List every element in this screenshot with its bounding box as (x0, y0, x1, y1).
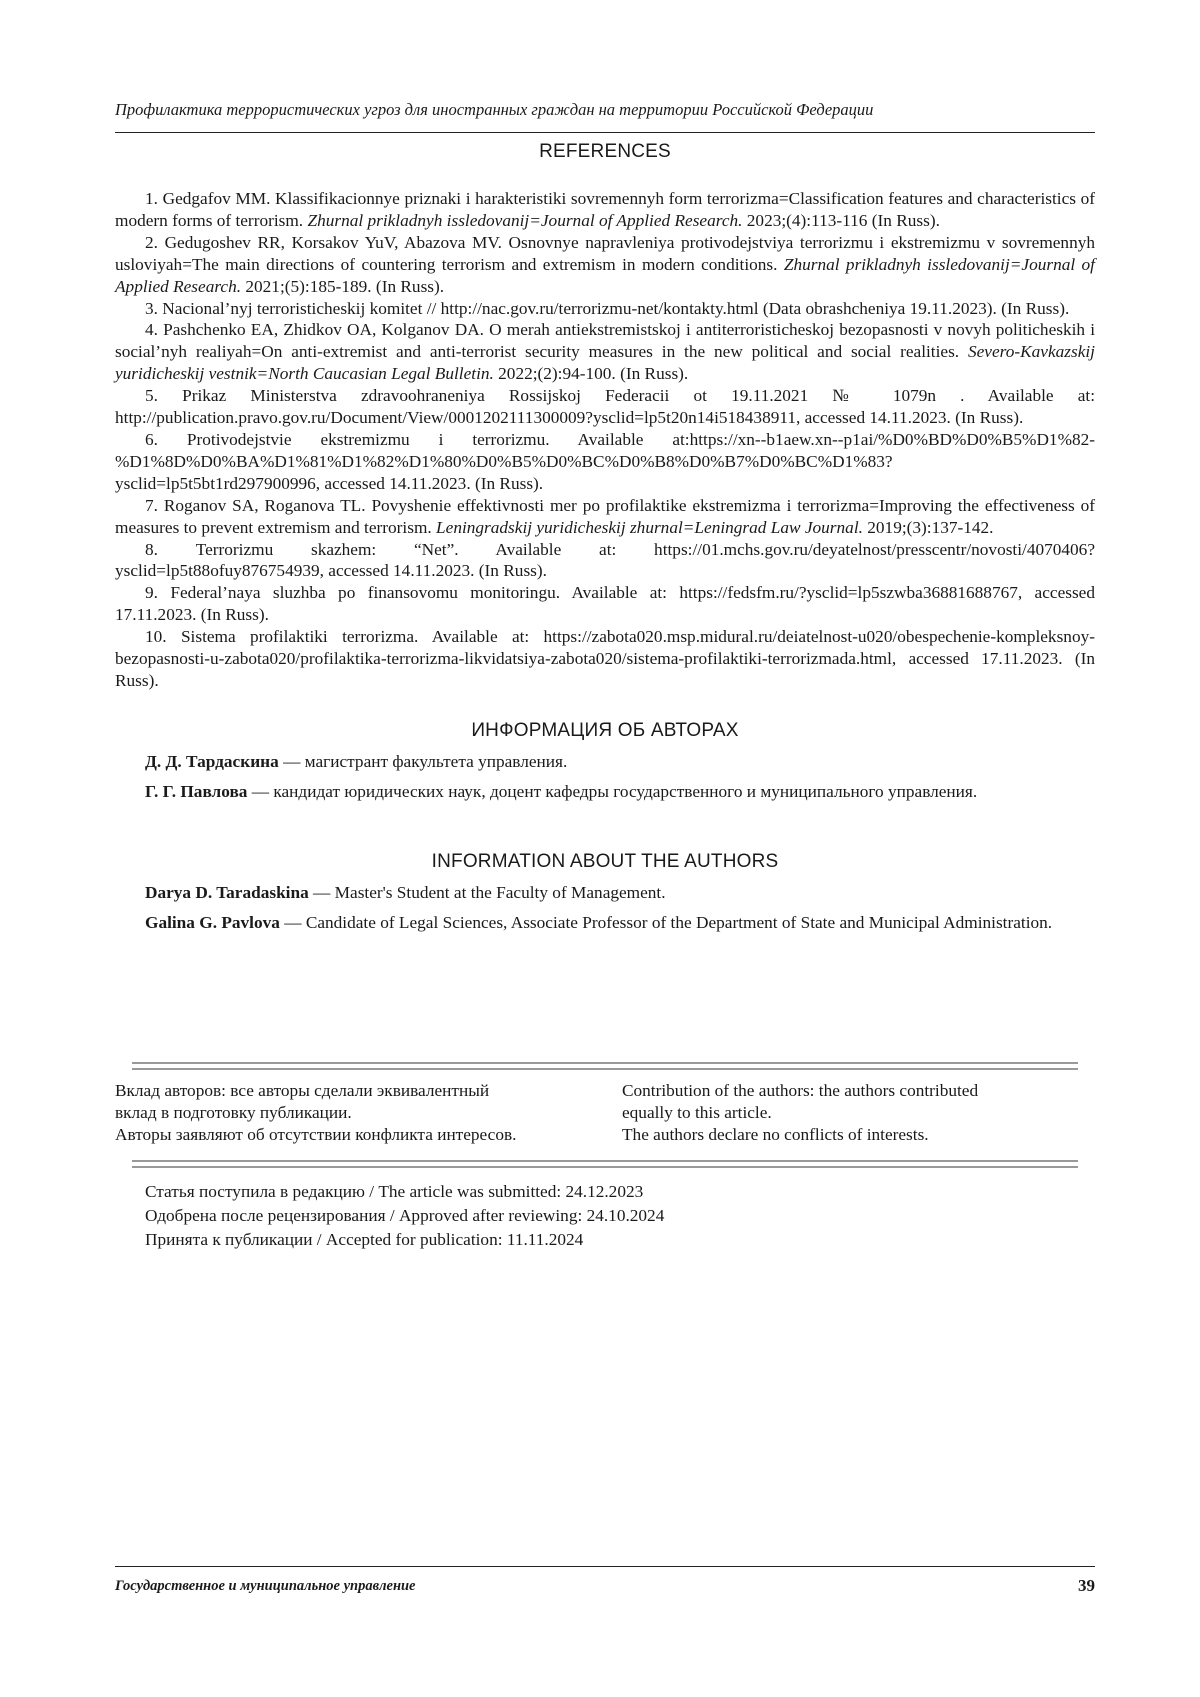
reference-text: Roganov SA, Roganova TL. Povyshenie effektivnosti mer po profilaktike ekstremizma i terrorizma=Improving the effectiveness of measures to prevent extremism and terrorism. (115, 495, 1096, 537)
author-ru-2-name: Г. Г. Павлова (145, 782, 248, 801)
author-en-2 (115, 911, 1095, 935)
reference-number: 1. (145, 189, 158, 208)
reference-source: Zhurnal prikladnyh issledovanij=Journal of Applied Research. (307, 210, 743, 230)
contribution-en-line-2: equally to this article. (622, 1103, 772, 1122)
reference-number: 9. (145, 583, 158, 603)
reference-number: 10. (145, 627, 167, 647)
authors-ru-title: ИНФОРМАЦИЯ ОБ АВТОРАХ (471, 720, 739, 741)
reference-number: 2. (145, 232, 158, 252)
reference-text: Federal’naya sluzhba po finansovomu monitoringu. Available at: https://fedsfm.ru/?ysclid=lp5szwba36881688767, accessed 17.11.2023. (In Russ). (115, 583, 1095, 625)
contribution-en-line-1: Contribution of the authors: the authors contributed (622, 1081, 979, 1100)
reference-text: Prikaz Ministerstva zdravoohraneniya Rossijskoj Federacii ot 19.11.2021 № 1079n . Available at: http://publication.pravo.gov.ru/Document/View/0001202111300009?ysclid=lp5t20n14i518438911, accessed 14.11.2023. (In Russ). (115, 386, 1095, 428)
reference-tail: 2019;(3):137-142. (862, 517, 994, 537)
contribution-en (622, 1080, 1095, 1146)
contribution-ru-line-1: Вклад авторов: все авторы сделали эквивалентный (115, 1081, 490, 1100)
reference-item (115, 626, 1095, 692)
reference-source: Zhurnal prikladnyh issledovanij=Journal of Applied Research. (115, 254, 1095, 296)
divider-double-2 (132, 1160, 1078, 1168)
author-en-1 (115, 881, 1095, 905)
authors-en (115, 881, 1095, 941)
contribution-ru-line-2: вклад в подготовку публикации. (115, 1103, 352, 1122)
author-ru-1 (115, 750, 1095, 774)
author-en-2-name: Galina G. Pavlova (145, 913, 280, 932)
author-en-2-desc: — Candidate of Legal Sciences, Associate Professor of the Department of State and Municipal Administration. (279, 913, 1053, 932)
reference-item (115, 539, 1095, 583)
author-ru-2 (115, 780, 1095, 804)
author-en-1-desc: — Master's Student at the Faculty of Management. (308, 883, 666, 902)
reference-source: Leningradskij yuridicheskij zhurnal=Leningrad Law Journal. (436, 517, 863, 537)
reference-item (115, 495, 1095, 539)
footer-journal-title: Государственное и муниципальное управление (115, 1578, 416, 1594)
reference-number: 4. (145, 320, 158, 340)
reference-text: Gedugoshev RR, Korsakov YuV, Abazova MV. Osnovnye napravleniya protivodejstviya terrorizmu i ekstremizmu v sovremennyh usloviyah=The main directions of countering terrorism and extremism in modern conditions. (115, 232, 1095, 274)
reference-number: 6. (145, 429, 158, 449)
reference-tail: 2021;(5):185-189. (In Russ). (241, 276, 445, 296)
reference-text: Pashchenko EA, Zhidkov OA, Kolganov DA. O merah antiekstremistskoj i antiterroristicheskoj bezopasnosti v novyh politicheskih i social’nyh realiyah=On anti-extremist and anti-terrorist security measures in the new political and social realities. (115, 320, 1095, 362)
reference-item (115, 298, 1095, 320)
running-title: Профилактика террористических угроз для иностранных граждан на территории Российской Федерации (115, 100, 874, 119)
references-list (115, 188, 1095, 692)
reference-item (115, 319, 1095, 385)
date-accepted: Принята к публикации / Accepted for publication: 11.11.2024 (145, 1230, 584, 1249)
reference-text: Terrorizmu skazhem: “Net”. Available at: https://01.mchs.gov.ru/deyatelnost/presscentr/novosti/4070406?ysclid=lp5t88ofuy876754939, accessed 14.11.2023. (In Russ). (115, 539, 1095, 581)
reference-item (115, 232, 1095, 298)
reference-text: Nacional’nyj terroristicheskij komitet // http://nac.gov.ru/terrorizmu-net/kontakty.html (Data obrashcheniya 19.11.2023). (In Russ). (162, 298, 1070, 318)
reference-item (115, 385, 1095, 429)
reference-source: Severo-Kavkazskij yuridicheskij vestnik=North Caucasian Legal Bulletin. (115, 342, 1095, 384)
references-title: REFERENCES (539, 141, 671, 162)
contribution-en-line-3: The authors declare no conflicts of interests. (622, 1125, 929, 1144)
author-ru-1-name: Д. Д. Тардаскина (145, 752, 279, 771)
reference-text: Sistema profilaktiki terrorizma. Available at: https://zabota020.msp.midural.ru/deiatelnost-u020/obespechenie-kompleksnoy-bezopasnosti-u-zabota020/profilaktika-terrorizma-likvidatsiya-zabota020/sistema-profilaktiki-terrorizmada.html, accessed 17.11.2023. (In Russ). (115, 627, 1095, 690)
contribution-ru-line-3: Авторы заявляют об отсутствии конфликта интересов. (115, 1125, 517, 1144)
reference-item (115, 429, 1095, 495)
authors-ru (115, 750, 1095, 810)
footer-rule (115, 1566, 1095, 1567)
contribution-ru (115, 1080, 595, 1146)
author-en-1-name: Darya D. Taradaskina (145, 883, 309, 902)
divider-double-1 (132, 1062, 1078, 1070)
reference-item (115, 582, 1095, 626)
date-submitted: Статья поступила в редакцию / The article was submitted: 24.12.2023 (145, 1182, 644, 1201)
author-ru-2-desc: — кандидат юридических наук, доцент кафедры государственного и муниципального управления. (247, 782, 978, 801)
header-rule (115, 132, 1095, 133)
reference-number: 8. (145, 539, 158, 559)
reference-tail: 2023;(4):113-116 (In Russ). (742, 210, 940, 230)
reference-number: 7. (145, 495, 158, 515)
reference-number: 5. (145, 386, 158, 406)
reference-item (115, 188, 1095, 232)
page (115, 0, 1095, 1697)
publication-dates (145, 1180, 1045, 1252)
reference-tail: 2022;(2):94-100. (In Russ). (493, 364, 689, 384)
author-ru-1-desc: — магистрант факультета управления. (278, 752, 568, 771)
date-approved: Одобрена после рецензирования / Approved after reviewing: 24.10.2024 (145, 1206, 665, 1225)
authors-en-title: INFORMATION ABOUT THE AUTHORS (431, 851, 779, 872)
reference-text: Gedgafov MM. Klassifikacionnye priznaki i harakteristiki sovremennyh form terrorizma=Classification features and characteristics of modern forms of terrorism. (115, 189, 1096, 230)
reference-text: Protivodejstvie ekstremizmu i terrorizmu. Available at:https://xn--b1aew.xn--p1ai/%D0%BD%D0%B5%D1%82-%D1%8D%D0%BA%D1%81%D1%82%D1%80%D0%B5%D0%BC%D0%B8%D0%B7%D0%BC%D1%83?ysclid=lp5t5bt1rd297900996, accessed 14.11.2023. (In Russ). (115, 429, 1096, 493)
page-number: 39 (1078, 1576, 1095, 1595)
reference-number: 3. (145, 298, 158, 318)
